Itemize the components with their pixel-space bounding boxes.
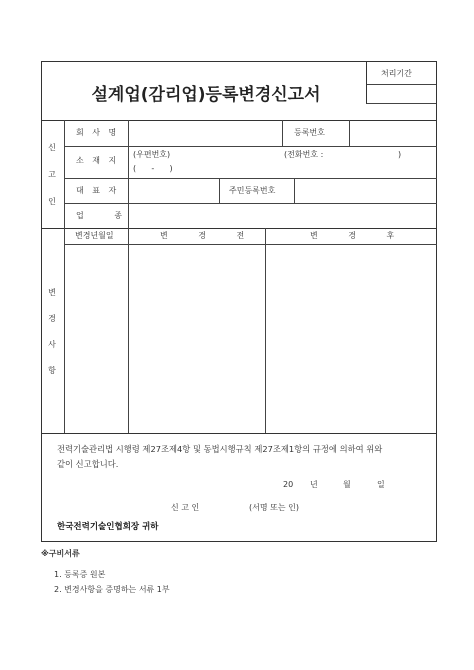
changes-char: 사: [48, 340, 56, 349]
day-unit: 일: [377, 480, 385, 489]
company-name-field[interactable]: [129, 121, 281, 145]
postal-code-format: ( - ): [133, 164, 173, 173]
year-unit: 년: [310, 480, 318, 489]
address-field[interactable]: [129, 147, 436, 177]
resident-reg-no-field[interactable]: [295, 179, 436, 202]
changes-char: 변: [48, 288, 56, 297]
recipient: 한국전력기술인협회장 귀하: [57, 522, 159, 532]
address-label: 소 재 지: [76, 156, 120, 165]
applicant-char: 신: [48, 143, 56, 152]
business-type-label: 업 종: [76, 211, 136, 220]
month-unit: 월: [343, 480, 351, 489]
changes-char: 항: [48, 366, 56, 375]
declarant-label: 신 고 인: [171, 503, 200, 512]
changes-top-border: [41, 228, 437, 229]
phone-label: (전화번호 :: [284, 150, 324, 159]
processing-period-label: 처리기간: [381, 69, 412, 78]
change-date-field[interactable]: [65, 245, 127, 432]
changes-char: 경: [48, 314, 56, 323]
after-change-field[interactable]: [266, 245, 436, 432]
attachment-item: 1. 등록증 원본: [54, 570, 106, 579]
company-name-label: 회 사 명: [76, 128, 120, 137]
attachment-item: 2. 변경사항을 증명하는 서류 1부: [54, 585, 170, 594]
change-date-header: 변경년월일: [75, 231, 114, 240]
registration-no-field[interactable]: [350, 121, 436, 145]
declaration-top-border: [41, 433, 437, 434]
after-change-header: 변 경 후: [310, 231, 409, 240]
date-year: 20: [283, 480, 294, 489]
signature-label: (서명 또는 인): [249, 503, 299, 512]
resident-label-left: [219, 178, 220, 203]
registration-no-label: 등록번호: [294, 128, 325, 137]
attachments-heading: ※구비서류: [41, 549, 80, 558]
business-type-field[interactable]: [129, 204, 436, 227]
before-change-field[interactable]: [129, 245, 264, 432]
applicant-char: 인: [48, 197, 56, 206]
declaration-line-2: 같이 신고합니다.: [57, 459, 119, 469]
declaration-line-1: 전력기술관리법 시행령 제27조제4항 및 동법시행규칙 제27조제1항의 규정에 의하여 위와: [57, 444, 383, 454]
representative-field[interactable]: [129, 179, 218, 202]
representative-label: 대 표 자: [76, 186, 120, 195]
resident-reg-no-label: 주민등록번호: [229, 186, 276, 195]
applicant-char: 고: [48, 170, 56, 179]
before-change-header: 변 경 전: [160, 231, 259, 240]
postal-code-label: (우편번호): [133, 150, 171, 159]
phone-close: ): [398, 150, 402, 159]
regno-label-left: [282, 120, 283, 146]
form-title: 설계업(감리업)등록변경신고서: [91, 85, 321, 105]
